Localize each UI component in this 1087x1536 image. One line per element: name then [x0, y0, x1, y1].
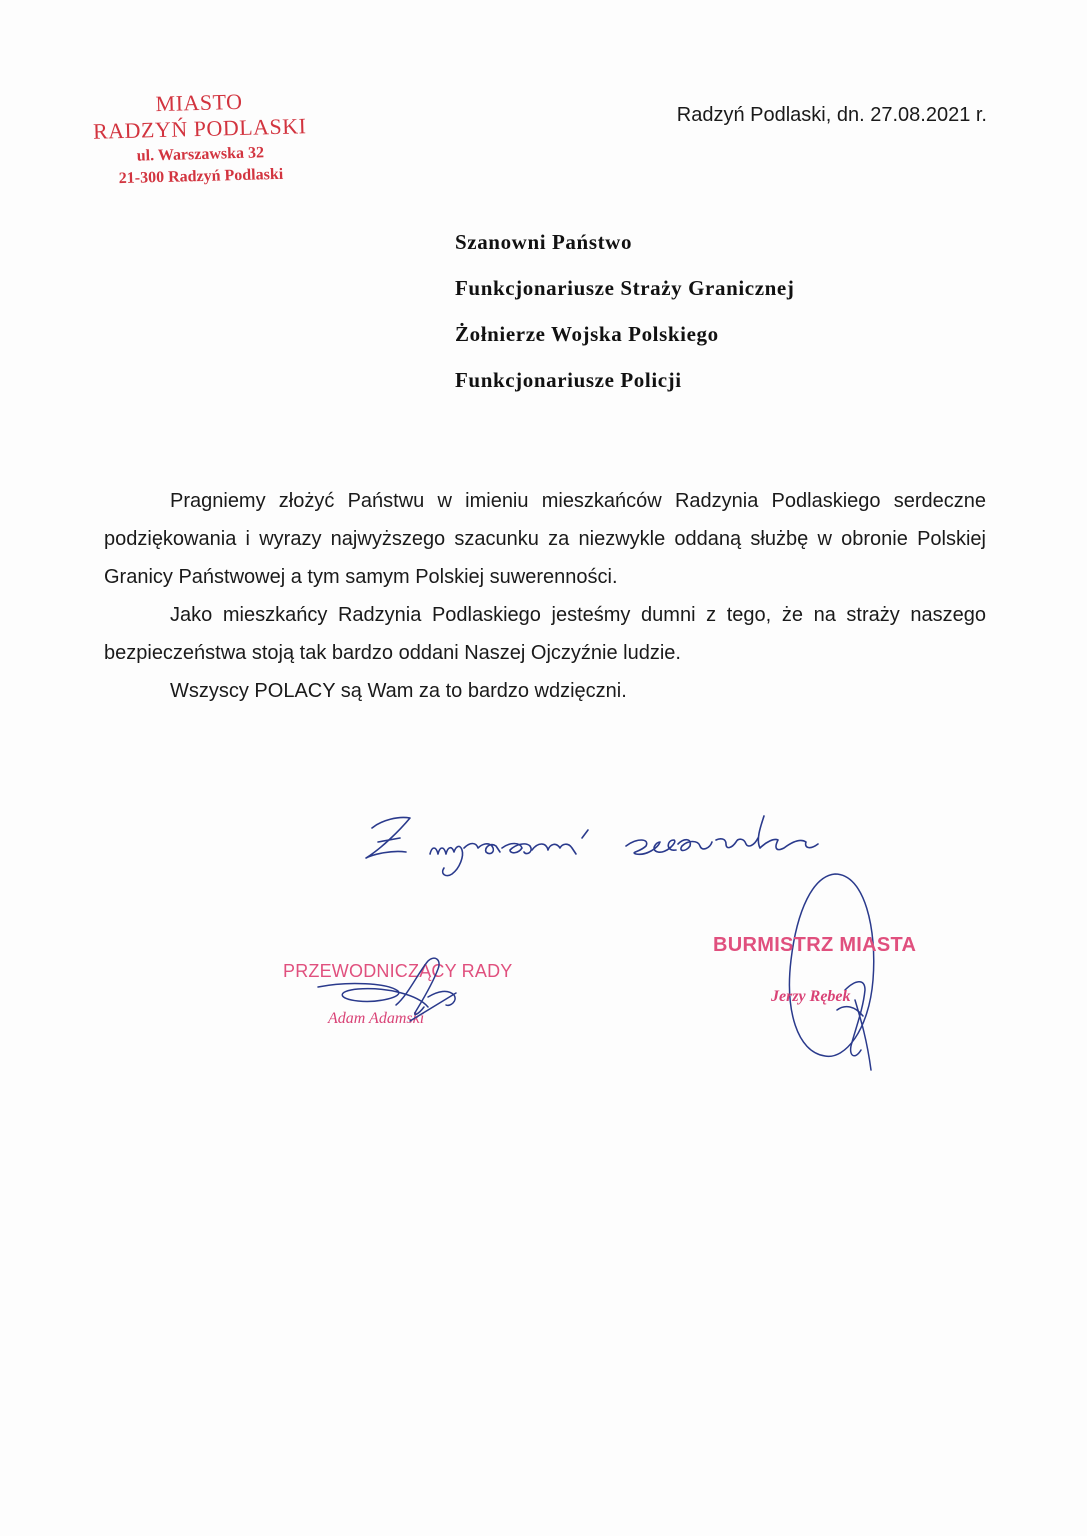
- signature-title: BURMISTRZ MIASTA: [713, 934, 917, 956]
- body-paragraph: Wszyscy POLACY są Wam za to bardzo wdzięczni.: [170, 680, 627, 702]
- body-paragraph: Jako mieszkańcy Radzynia Podlaskiego jesteśmy dumni z tego, że na straży naszego bezpieczeństwa stoją tak bardzo oddani Naszej Ojczyźnie ludzie.: [104, 604, 986, 664]
- stamp-city-label: MIASTO: [155, 88, 243, 117]
- stamp-postal: 21-300 Radzyń Podlaski: [118, 165, 284, 188]
- signature-chairman: [278, 955, 518, 1045]
- signature-title: PRZEWODNICZĄCY RADY: [283, 961, 513, 981]
- signature-name: Adam Adamski: [328, 1010, 425, 1027]
- letter-body: [104, 482, 986, 710]
- addressee-line: Funkcjonariusze Straży Granicznej: [455, 276, 795, 300]
- body-paragraph: Pragniemy złożyć Państwu w imieniu mieszkańców Radzynia Podlaskiego serdeczne podziękowania i wyrazy najwyższego szacunku za niezwykle oddaną służbę w obronie Polskiej Granicy Państwowej a tym samym Polskiej suwerenności.: [104, 490, 986, 588]
- handwritten-signature: [705, 870, 945, 1080]
- stamp-street: ul. Warszawska 32: [136, 144, 265, 165]
- signature-name: Jerzy Rębek: [771, 988, 851, 1005]
- addressee-line: Funkcjonariusze Policji: [455, 368, 682, 392]
- handwritten-signature: [278, 955, 518, 1045]
- city-stamp: [59, 86, 341, 191]
- addressee-line: Żołnierze Wojska Polskiego: [455, 322, 719, 346]
- signature-mayor: [705, 870, 945, 1080]
- stamp-city-name: RADZYŃ PODLASKI: [92, 113, 307, 144]
- addressee-block: [455, 226, 794, 410]
- addressee-line: Szanowni Państwo: [455, 230, 633, 254]
- letter-date: Radzyń Podlaski, dn. 27.08.2021 r.: [676, 104, 987, 126]
